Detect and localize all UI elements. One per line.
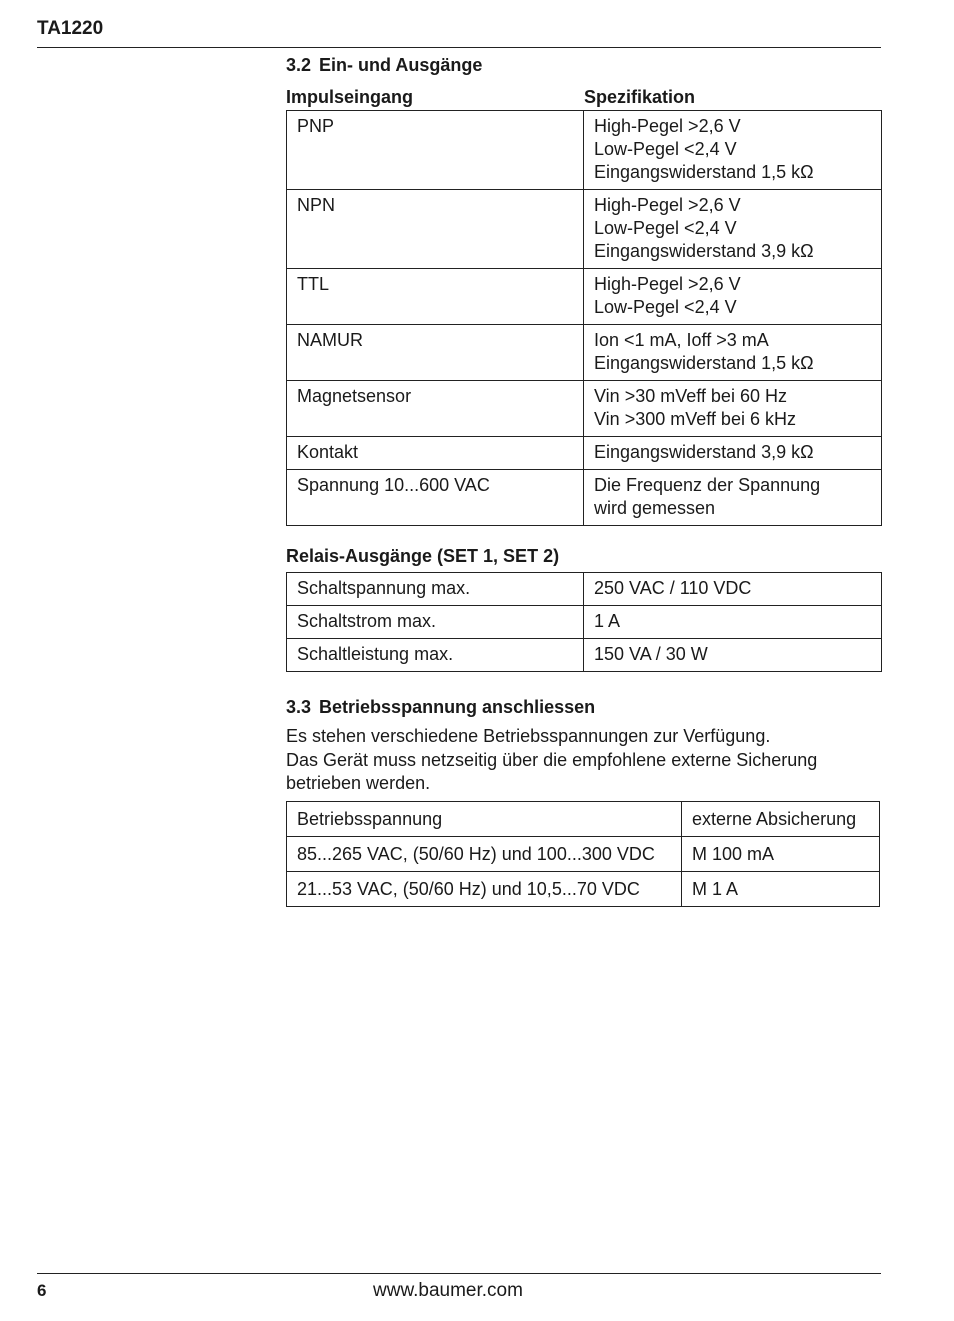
- relay-value-cell: 250 VAC / 110 VDC: [584, 573, 882, 606]
- footer-url: www.baumer.com: [373, 1280, 523, 1301]
- spec-line: High-Pegel >2,6 V: [594, 195, 741, 215]
- relay-param-cell: Schaltspannung max.: [287, 573, 584, 606]
- page-content: [286, 54, 882, 907]
- section-3-2-heading: [286, 54, 882, 76]
- spec-cell: [584, 111, 882, 190]
- page-number: 6: [37, 1281, 47, 1300]
- section-title: Betriebsspannung anschliessen: [319, 697, 596, 717]
- table-row: [287, 871, 880, 906]
- spec-line: Die Frequenz der Spannung: [594, 475, 821, 495]
- spec-cell: [584, 381, 882, 437]
- spec-cell: [584, 269, 882, 325]
- voltage-cell: 85...265 VAC, (50/60 Hz) und 100...300 VDC: [287, 836, 682, 871]
- table-row: [287, 836, 880, 871]
- table-header-row: [287, 801, 880, 836]
- table-row: [287, 381, 882, 437]
- section-number: 3.2: [286, 55, 312, 75]
- table-row: [287, 325, 882, 381]
- spec-line: High-Pegel >2,6 V: [594, 274, 741, 294]
- table-row: [287, 573, 882, 606]
- spec-line: Eingangswiderstand 3,9 kΩ: [594, 442, 814, 462]
- spec-line: Low-Pegel <2,4 V: [594, 297, 737, 317]
- spec-line: Low-Pegel <2,4 V: [594, 139, 737, 159]
- table-row: [287, 606, 882, 639]
- column-header-input: Impulseingang: [286, 87, 414, 107]
- spec-line: Eingangswiderstand 1,5 kΩ: [594, 162, 814, 182]
- spec-line: Ion <1 mA, Ioff >3 mA: [594, 330, 769, 350]
- paragraph-line: Es stehen verschiedene Betriebsspannungen zur Verfügung.: [286, 726, 771, 746]
- fuse-cell: M 1 A: [682, 871, 880, 906]
- column-header-fuse: externe Absicherung: [682, 801, 880, 836]
- supply-paragraph: [286, 725, 882, 796]
- fuse-cell: M 100 mA: [682, 836, 880, 871]
- table-row: [287, 470, 882, 526]
- spec-cell: [584, 470, 882, 526]
- relay-param-cell: Schaltstrom max.: [287, 606, 584, 639]
- supply-voltage-table: [286, 801, 880, 907]
- input-type-cell: Magnetsensor: [287, 381, 584, 437]
- header-divider: [37, 47, 881, 48]
- relay-value-cell: 1 A: [584, 606, 882, 639]
- spec-cell: [584, 437, 882, 470]
- input-type-cell: NAMUR: [287, 325, 584, 381]
- input-type-cell: PNP: [287, 111, 584, 190]
- spec-line: High-Pegel >2,6 V: [594, 116, 741, 136]
- table-row: [287, 111, 882, 190]
- spec-line: Eingangswiderstand 1,5 kΩ: [594, 353, 814, 373]
- section-3-3-heading: [286, 696, 882, 718]
- relay-param-cell: Schaltleistung max.: [287, 639, 584, 672]
- input-type-cell: Spannung 10...600 VAC: [287, 470, 584, 526]
- spec-line: Low-Pegel <2,4 V: [594, 218, 737, 238]
- table-row: [287, 269, 882, 325]
- spec-line: Vin >30 mVeff bei 60 Hz: [594, 386, 787, 406]
- voltage-cell: 21...53 VAC, (50/60 Hz) und 10,5...70 VDC: [287, 871, 682, 906]
- table-row: [287, 190, 882, 269]
- spec-line: wird gemessen: [594, 498, 716, 518]
- paragraph-line: Das Gerät muss netzseitig über die empfohlene externe Sicherung: [286, 749, 818, 770]
- footer-divider: [37, 1273, 881, 1274]
- table-row: [287, 437, 882, 470]
- input-type-cell: TTL: [287, 269, 584, 325]
- paragraph-line: betrieben werden.: [286, 773, 431, 793]
- spec-line: Vin >300 mVeff bei 6 kHz: [594, 409, 796, 429]
- section-number: 3.3: [286, 697, 312, 717]
- column-header-voltage: Betriebsspannung: [287, 801, 682, 836]
- spec-line: Eingangswiderstand 3,9 kΩ: [594, 241, 814, 261]
- input-spec-table: [286, 110, 882, 526]
- input-type-cell: Kontakt: [287, 437, 584, 470]
- relay-outputs-heading: Relais-Ausgänge (SET 1, SET 2): [286, 546, 560, 566]
- section-title: Ein- und Ausgänge: [319, 55, 483, 75]
- input-table-column-headers: [286, 86, 882, 108]
- spec-cell: [584, 190, 882, 269]
- document-title: TA1220: [37, 18, 104, 39]
- input-type-cell: NPN: [287, 190, 584, 269]
- relay-outputs-table: [286, 572, 882, 672]
- table-row: [287, 639, 882, 672]
- column-header-spec: Spezifikation: [584, 87, 696, 107]
- relay-value-cell: 150 VA / 30 W: [584, 639, 882, 672]
- spec-cell: [584, 325, 882, 381]
